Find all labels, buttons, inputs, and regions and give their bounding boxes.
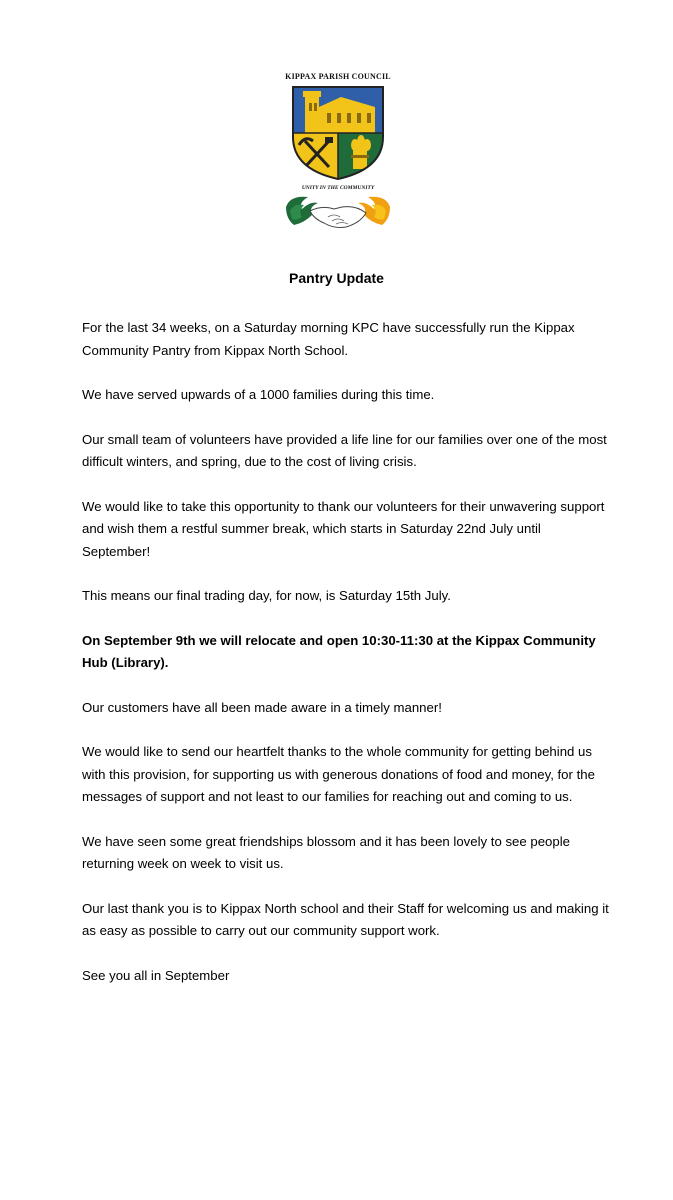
parish-crest-icon bbox=[291, 85, 385, 181]
handshake-icon bbox=[284, 193, 392, 233]
paragraph: We would like to take this opportunity to thank our volunteers for their unwavering support and wish them a restful summer break, which starts in Saturday 22nd July until September! bbox=[82, 498, 605, 559]
council-motto: UNITY IN THE COMMUNITY bbox=[301, 185, 375, 191]
paragraph: We have seen some great friendships blossom and it has been lovely to see people returning week on week to visit us. bbox=[82, 833, 570, 871]
council-logo bbox=[270, 68, 406, 238]
relocation-notice: On September 9th we will relocate and open 10:30-11:30 at the Kippax Community Hub (Library). bbox=[82, 632, 596, 670]
paragraph: Our small team of volunteers have provided a life line for our families over one of the most difficult winters, and spring, due to the cost of living crisis. bbox=[82, 431, 607, 469]
council-name: KIPPAX PARISH COUNCIL bbox=[285, 72, 391, 81]
document-body bbox=[82, 317, 612, 1009]
paragraph: This means our final trading day, for now, is Saturday 15th July. bbox=[82, 588, 451, 603]
paragraph: For the last 34 weeks, on a Saturday morning KPC have successfully run the Kippax Community Pantry from Kippax North School. bbox=[82, 320, 575, 358]
document-title: Pantry Update bbox=[289, 270, 384, 286]
paragraph: We would like to send our heartfelt thanks to the whole community for getting behind us with this provision, for supporting us with generous donations of food and money, for the messages of support and not least to our families for reaching out and coming to us. bbox=[82, 744, 595, 804]
paragraph: Our customers have all been made aware in a timely manner! bbox=[82, 699, 442, 715]
paragraph: See you all in September bbox=[82, 967, 230, 983]
paragraph: We have served upwards of a 1000 families during this time. bbox=[82, 387, 435, 402]
paragraph: Our last thank you is to Kippax North school and their Staff for welcoming us and making it as easy as possible to carry out our community support work. bbox=[82, 900, 609, 938]
